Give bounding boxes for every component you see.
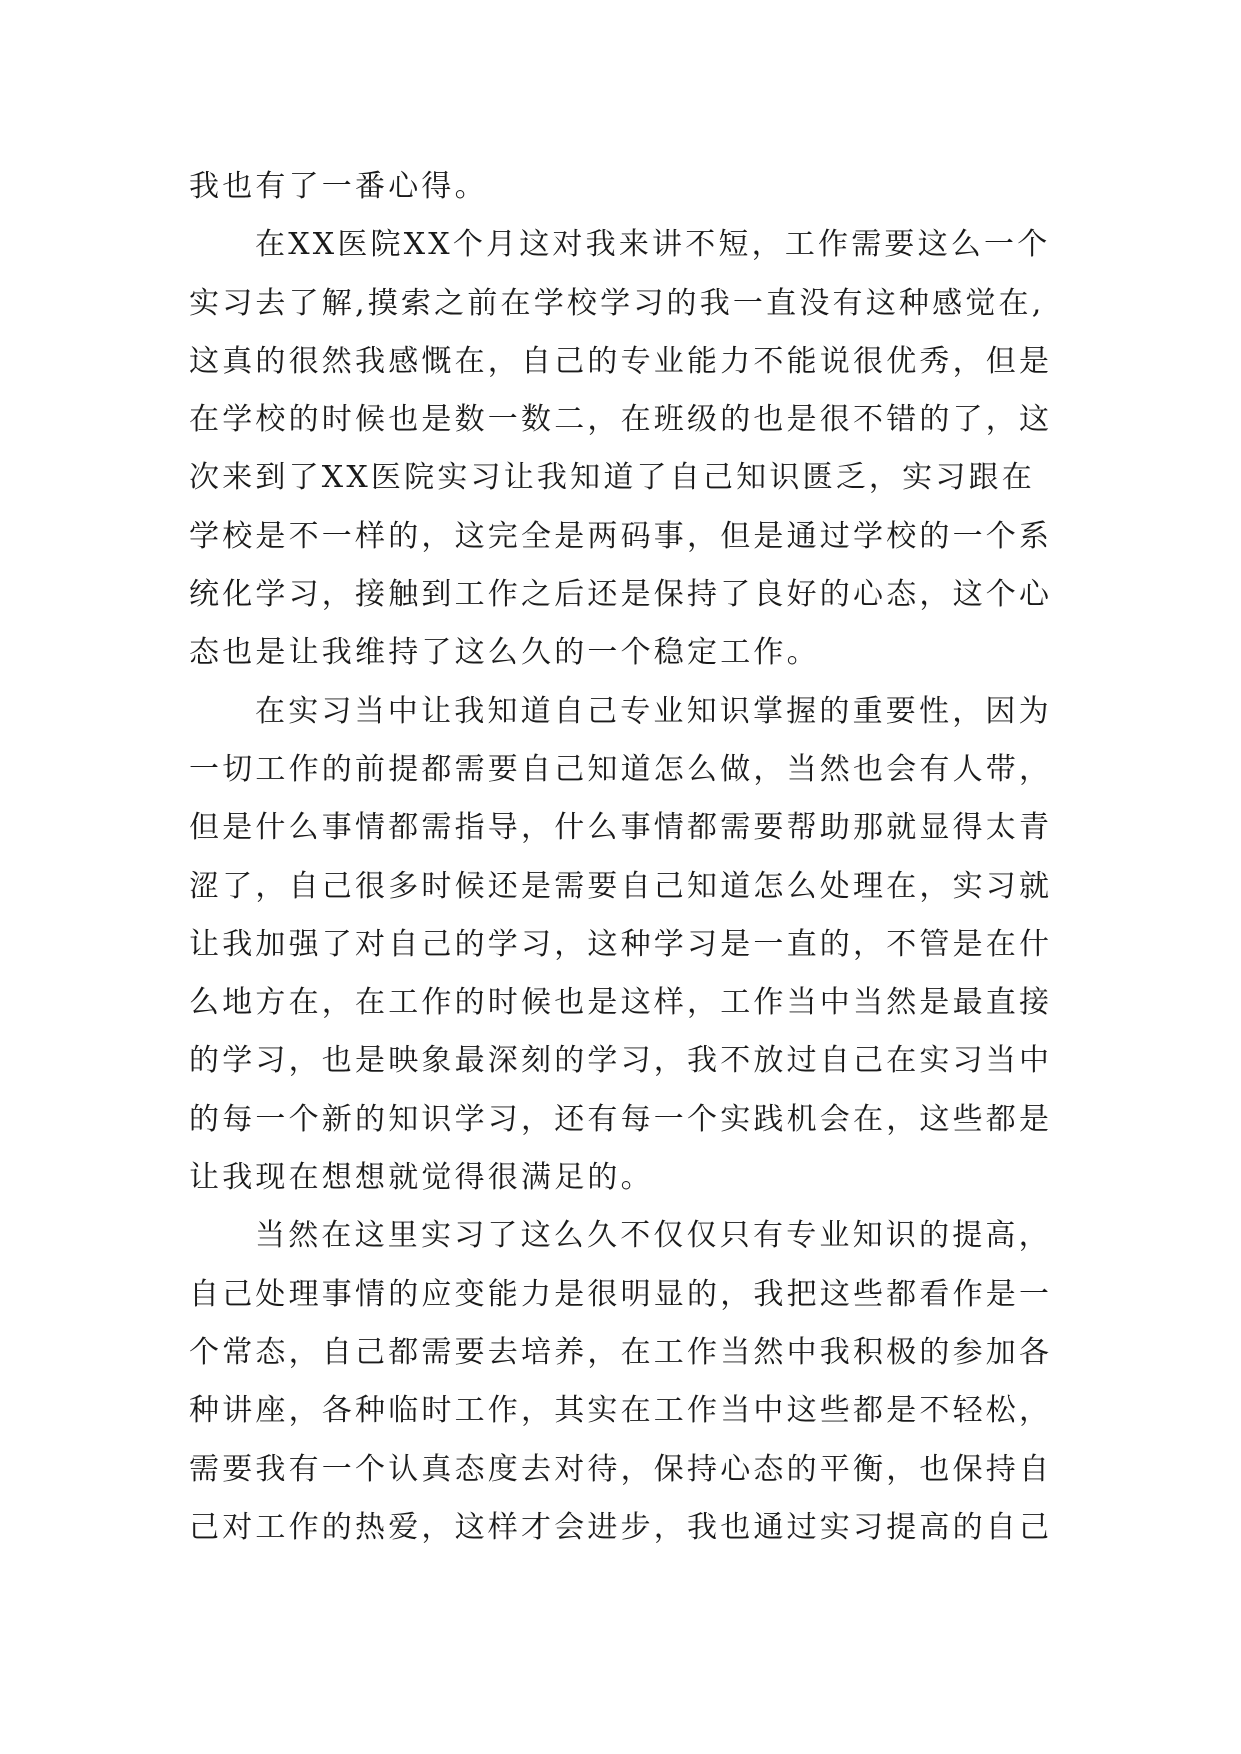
text-line: 自己处理事情的应变能力是很明显的，我把这些都看作是一 xyxy=(189,1276,1053,1312)
text-line: 在XX医院XX个月这对我来讲不短，工作需要这么一个 xyxy=(255,227,1051,263)
text-line: 学校是不一样的，这完全是两码事，但是通过学校的一个系 xyxy=(189,518,1053,554)
text-line: 涩了，自己很多时候还是需要自己知道怎么处理在，实习就 xyxy=(189,868,1053,904)
text-line: 己对工作的热爱，这样才会进步，我也通过实习提高的自己 xyxy=(189,1509,1053,1545)
text-line: 次来到了XX医院实习让我知道了自己知识匮乏，实习跟在 xyxy=(189,460,1035,496)
text-line: 的学习，也是映象最深刻的学习，我不放过自己在实习当中 xyxy=(189,1043,1053,1079)
text-line: 一切工作的前提都需要自己知道怎么做，当然也会有人带， xyxy=(189,751,1053,787)
text-line: 当然在这里实习了这么久不仅仅只有专业知识的提高， xyxy=(255,1218,1052,1254)
text-line: 实习去了解,摸索之前在学校学习的我一直没有这种感觉在, xyxy=(189,285,1045,321)
text-line: 么地方在，在工作的时候也是这样，工作当中当然是最直接 xyxy=(189,985,1053,1021)
body-text xyxy=(189,158,1069,1557)
text-line: 在实习当中让我知道自己专业知识掌握的重要性，因为 xyxy=(255,693,1052,729)
text-line: 统化学习，接触到工作之后还是保持了良好的心态，这个心 xyxy=(189,577,1053,613)
text-line: 让我现在想想就觉得很满足的。 xyxy=(189,1160,654,1196)
text-line: 这真的很然我感慨在，自己的专业能力不能说很优秀，但是 xyxy=(189,343,1053,379)
text-line: 个常态，自己都需要去培养，在工作当然中我积极的参加各 xyxy=(189,1334,1053,1370)
text-line: 的每一个新的知识学习，还有每一个实践机会在，这些都是 xyxy=(189,1101,1053,1137)
text-line: 需要我有一个认真态度去对待，保持心态的平衡，也保持自 xyxy=(189,1451,1053,1487)
text-line: 种讲座，各种临时工作，其实在工作当中这些都是不轻松， xyxy=(189,1393,1053,1429)
text-line: 态也是让我维持了这么久的一个稳定工作。 xyxy=(189,635,820,671)
text-line: 让我加强了对自己的学习，这种学习是一直的，不管是在什 xyxy=(189,926,1053,962)
text-line: 我也有了一番心得。 xyxy=(189,169,488,204)
text-line: 但是什么事情都需指导，什么事情都需要帮助那就显得太青 xyxy=(189,810,1053,846)
text-line: 在学校的时候也是数一数二，在班级的也是很不错的了，这 xyxy=(189,402,1053,438)
